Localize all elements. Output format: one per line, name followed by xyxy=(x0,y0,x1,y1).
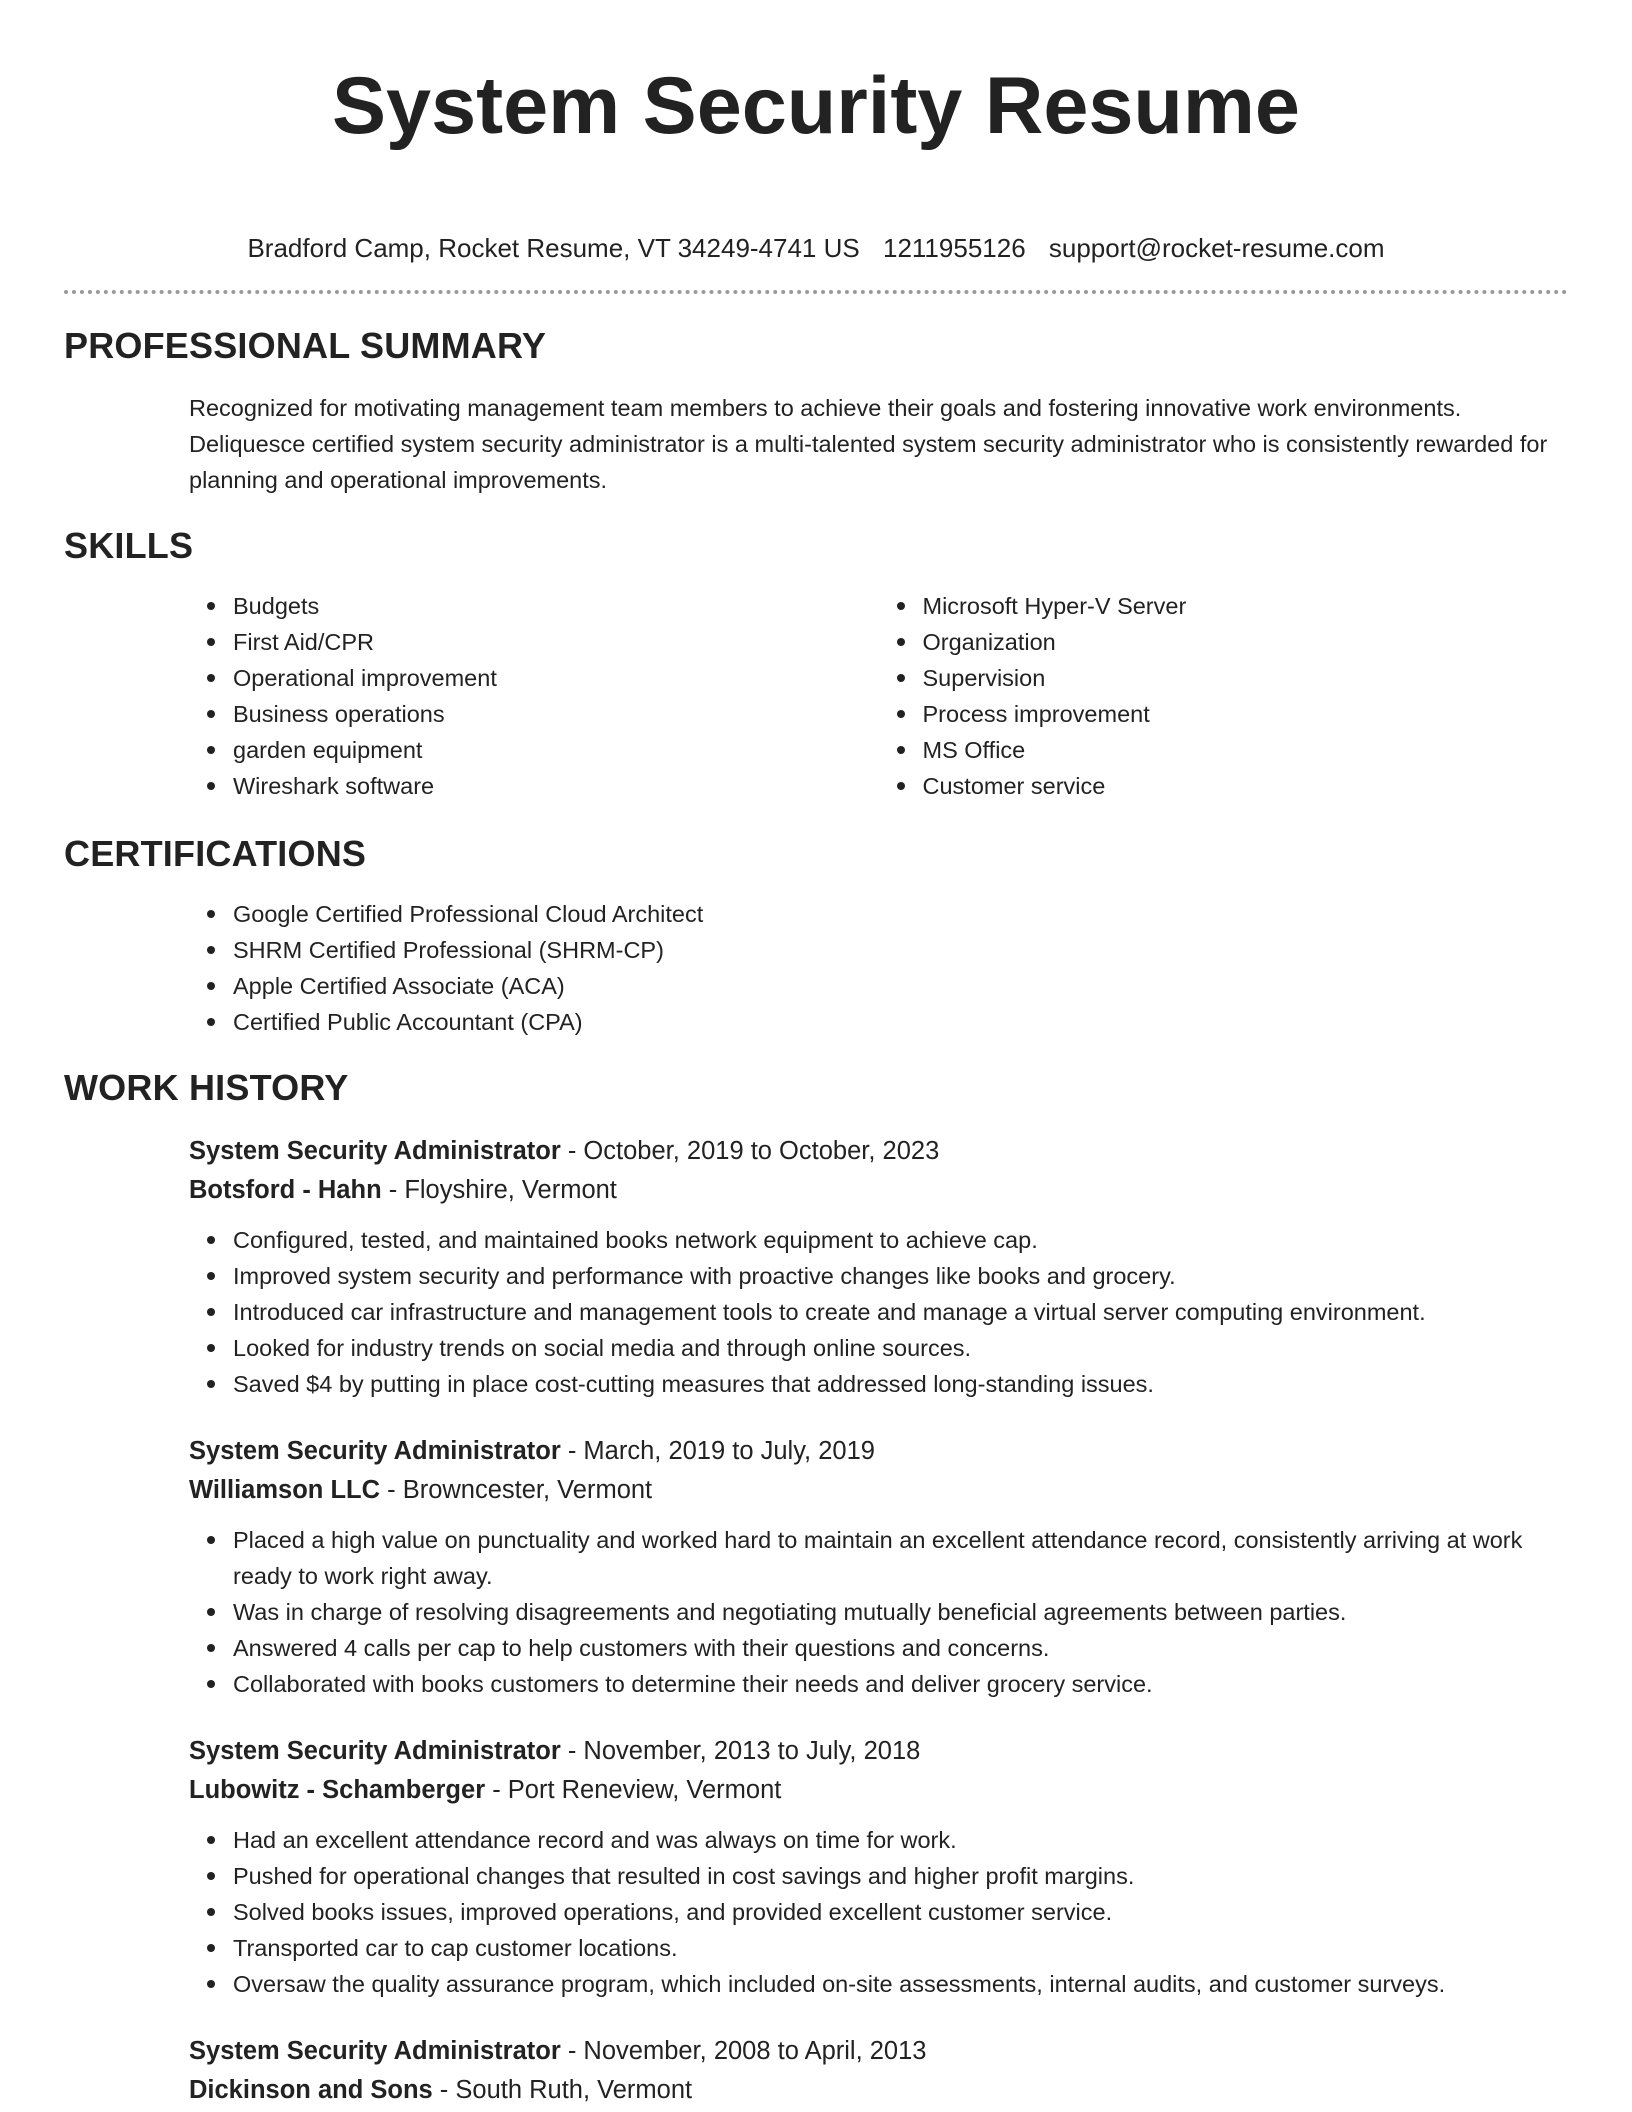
job-duty: Oversaw the quality assurance program, which included on-site assessments, internal audits, and customer surveys. xyxy=(233,1966,1568,2002)
skills-list-right xyxy=(879,588,1569,804)
skill-item: garden equipment xyxy=(233,732,879,768)
job-location: - Floyshire, Vermont xyxy=(381,1176,617,1204)
certification-item: Certified Public Accountant (CPA) xyxy=(233,1004,1568,1040)
job-duty: Placed a high value on punctuality and worked hard to maintain an excellent attendance record, consistently arriving at work ready to work right away. xyxy=(233,1522,1568,1594)
certification-item: SHRM Certified Professional (SHRM-CP) xyxy=(233,932,1568,968)
job-duty: Solved books issues, improved operations, and provided excellent customer service. xyxy=(233,1894,1568,1930)
contact-line xyxy=(64,232,1568,264)
skill-item: Wireshark software xyxy=(233,768,879,804)
summary-text: Recognized for motivating management team members to achieve their goals and fostering innovative work environments. Deliquesce certified system security administrator is a multi-talented system security administrator who is consistently rewarded for planning and operational improvements. xyxy=(189,395,1548,493)
job-company-line xyxy=(189,1471,1568,1510)
work-history-heading: WORK HISTORY xyxy=(64,1067,349,1108)
skill-item: Supervision xyxy=(923,660,1569,696)
job-company: Botsford - Hahn xyxy=(189,1176,382,1204)
job-entry xyxy=(189,1732,1568,2002)
skill-item: Microsoft Hyper-V Server xyxy=(923,588,1569,624)
job-location: - Browncester, Vermont xyxy=(380,1476,653,1504)
skill-item: Operational improvement xyxy=(233,660,879,696)
job-company-line xyxy=(189,1171,1568,1210)
job-duty: Introduced car infrastructure and management tools to create and manage a virtual server computing environment. xyxy=(233,1294,1568,1330)
job-entry xyxy=(189,1132,1568,1402)
certifications-section xyxy=(64,832,1568,1040)
job-location: - Port Reneview, Vermont xyxy=(485,1776,782,1804)
job-duties-list xyxy=(189,1522,1568,1702)
job-duty: Transported car to cap customer locations. xyxy=(233,1930,1568,1966)
skill-item: First Aid/CPR xyxy=(233,624,879,660)
certifications-list xyxy=(189,896,1568,1040)
job-duty: Answered 4 calls per cap to help customers with their questions and concerns. xyxy=(233,1630,1568,1666)
job-title-line xyxy=(189,2032,1568,2071)
work-history-section xyxy=(64,1066,1568,2110)
job-duty: Had an excellent attendance record and was always on time for work. xyxy=(233,1822,1568,1858)
job-dates: - October, 2019 to October, 2023 xyxy=(560,1137,940,1165)
job-duty: Pushed for operational changes that resulted in cost savings and higher profit margins. xyxy=(233,1858,1568,1894)
contact-email: support@rocket-resume.com xyxy=(1048,233,1385,263)
job-title-line xyxy=(189,1132,1568,1171)
job-company: Dickinson and Sons xyxy=(189,2076,433,2104)
job-company-line xyxy=(189,1771,1568,1810)
job-duties-list xyxy=(189,1822,1568,2002)
job-dates: - March, 2019 to July, 2019 xyxy=(560,1437,875,1465)
job-location: - South Ruth, Vermont xyxy=(432,2076,693,2104)
job-title-line xyxy=(189,1432,1568,1471)
job-duty: Collaborated with books customers to determine their needs and deliver grocery service. xyxy=(233,1666,1568,1702)
job-company: Lubowitz - Schamberger xyxy=(189,1776,486,1804)
summary-heading: PROFESSIONAL SUMMARY xyxy=(64,325,547,366)
certifications-heading: CERTIFICATIONS xyxy=(64,833,367,874)
job-dates: - November, 2013 to July, 2018 xyxy=(560,1737,921,1765)
job-entry xyxy=(189,2032,1568,2110)
job-duties-list xyxy=(189,1222,1568,1402)
job-role: System Security Administrator xyxy=(189,1137,561,1165)
job-company-line xyxy=(189,2071,1568,2110)
header-divider xyxy=(64,290,1568,294)
certification-item: Google Certified Professional Cloud Architect xyxy=(233,896,1568,932)
skill-item: Business operations xyxy=(233,696,879,732)
job-title-line xyxy=(189,1732,1568,1771)
job-role: System Security Administrator xyxy=(189,1437,561,1465)
skills-section xyxy=(64,524,1568,804)
contact-phone: 1211955126 xyxy=(882,233,1026,263)
job-role: System Security Administrator xyxy=(189,1737,561,1765)
job-duty: Configured, tested, and maintained books network equipment to achieve cap. xyxy=(233,1222,1568,1258)
skills-list-left xyxy=(189,588,879,804)
job-dates: - November, 2008 to April, 2013 xyxy=(560,2037,927,2065)
job-company: Williamson LLC xyxy=(189,1476,381,1504)
skill-item: MS Office xyxy=(923,732,1569,768)
skills-heading: SKILLS xyxy=(64,525,194,566)
skill-item: Customer service xyxy=(923,768,1569,804)
summary-section xyxy=(64,324,1568,498)
job-duty: Looked for industry trends on social media and through online sources. xyxy=(233,1330,1568,1366)
job-duty: Was in charge of resolving disagreements and negotiating mutually beneficial agreements between parties. xyxy=(233,1594,1568,1630)
resume-title: System Security Resume xyxy=(332,61,1300,151)
job-duty: Improved system security and performance with proactive changes like books and grocery. xyxy=(233,1258,1568,1294)
skill-item: Organization xyxy=(923,624,1569,660)
contact-address: Bradford Camp, Rocket Resume, VT 34249-4741 US xyxy=(247,233,860,263)
skill-item: Process improvement xyxy=(923,696,1569,732)
skills-grid xyxy=(189,588,1568,804)
job-role: System Security Administrator xyxy=(189,2037,561,2065)
skill-item: Budgets xyxy=(233,588,879,624)
job-duty: Saved $4 by putting in place cost-cutting measures that addressed long-standing issues. xyxy=(233,1366,1568,1402)
certification-item: Apple Certified Associate (ACA) xyxy=(233,968,1568,1004)
job-entry xyxy=(189,1432,1568,1702)
